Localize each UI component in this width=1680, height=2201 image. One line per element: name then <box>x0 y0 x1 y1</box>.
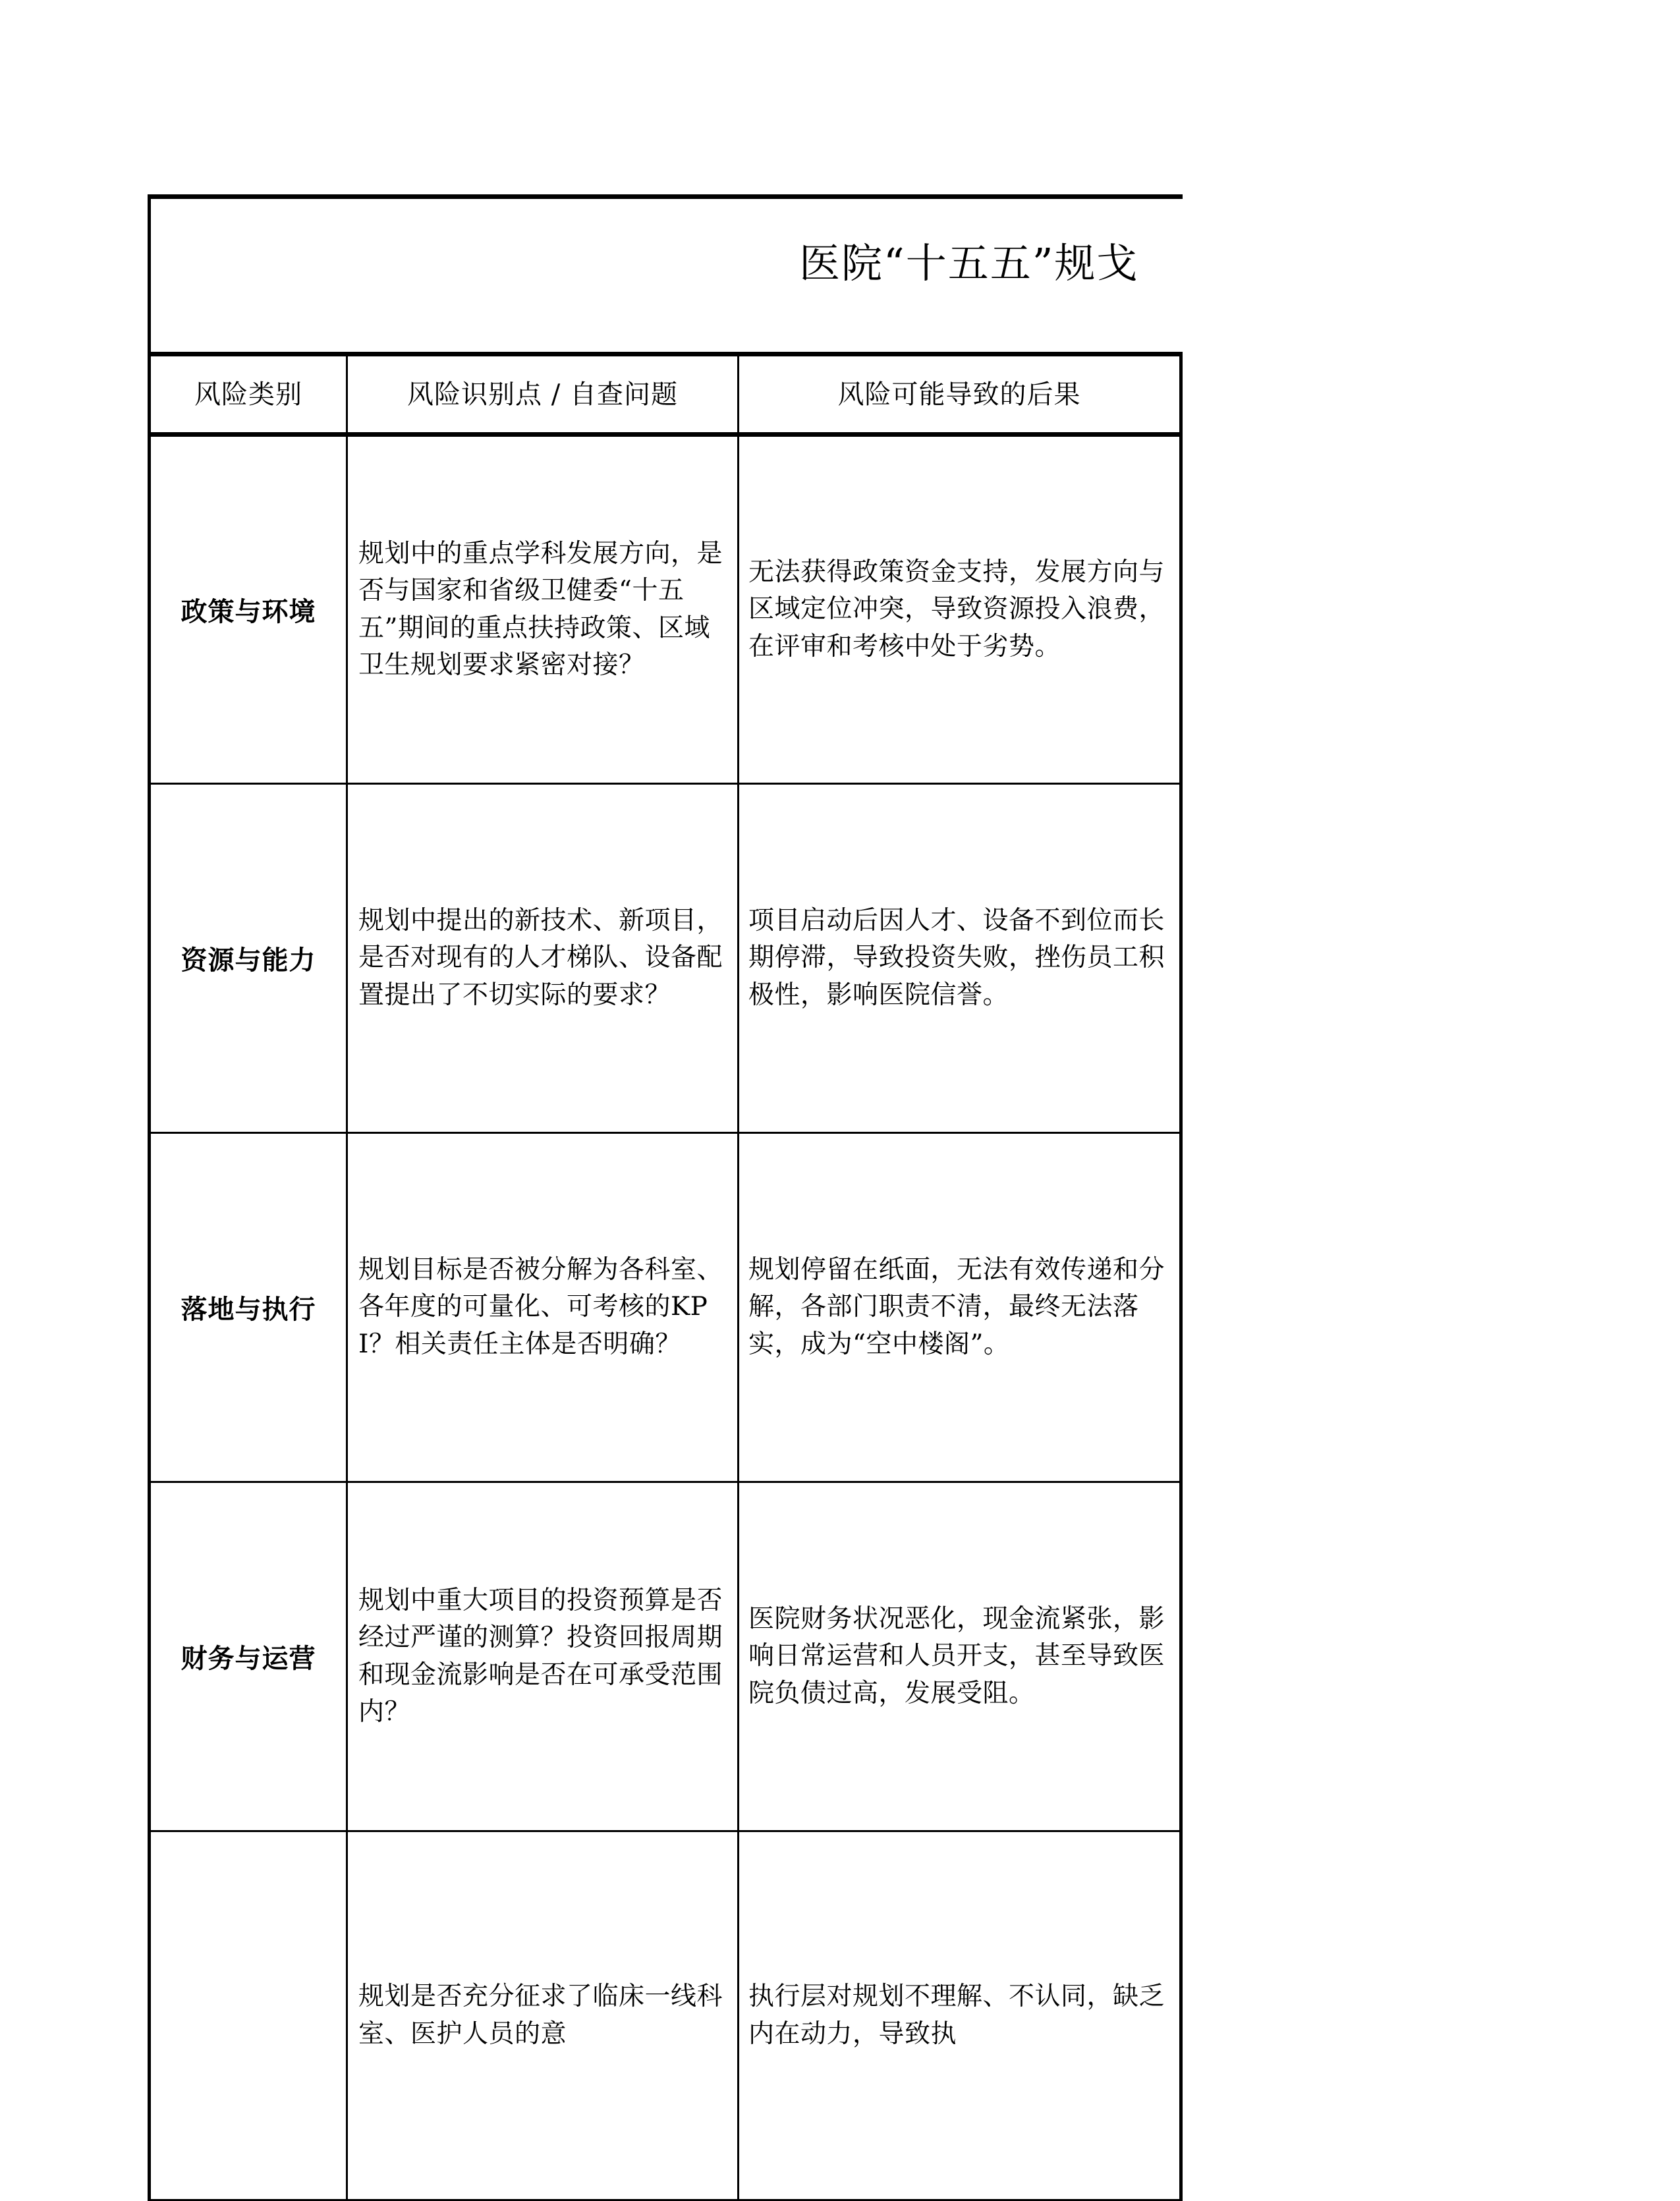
cell-category: 政策与环境 <box>150 435 347 784</box>
question-text: 规划中提出的新技术、新项目，是否对现有的人才梯队、设备配置提出了不切实际的要求？ <box>358 906 723 1010</box>
title-band <box>148 194 1183 352</box>
column-header-question: 风险识别点 / 自查问题 <box>347 354 739 435</box>
cell-consequence <box>739 1133 1181 1482</box>
column-header-category: 风险类别 <box>150 354 347 435</box>
cell-consequence <box>739 784 1181 1133</box>
table-row <box>150 1133 1181 1482</box>
cell-question <box>347 1482 739 1831</box>
page-title: 医院“十五五”规戈 <box>799 239 1139 287</box>
question-text: 规划中的重点学科发展方向，是否与国家和省级卫健委“十五五”期间的重点扶持政策、区域卫生规划要求紧密对接？ <box>358 539 723 680</box>
cell-consequence <box>739 1482 1181 1831</box>
question-text: 规划是否充分征求了临床一线科室、医护人员的意 <box>358 1982 723 2049</box>
consequence-text: 医院财务状况恶化，现金流紧张，影响日常运营和人员开支，甚至导致医院负债过高，发展受阻。 <box>748 1604 1165 1708</box>
cell-category <box>150 1831 347 2200</box>
table-row <box>150 784 1181 1133</box>
consequence-text: 执行层对规划不理解、不认同，缺乏内在动力，导致执 <box>748 1982 1165 2049</box>
cell-question <box>347 435 739 784</box>
column-header-consequence: 风险可能导致的后果 <box>739 354 1181 435</box>
cell-consequence <box>739 435 1181 784</box>
cell-category: 落地与执行 <box>150 1133 347 1482</box>
question-text: 规划中重大项目的投资预算是否经过严谨的测算？投资回报周期和现金流影响是否在可承受范围内？ <box>358 1586 723 1727</box>
consequence-text: 规划停留在纸面，无法有效传递和分解，各部门职责不清，最终无法落实，成为“空中楼阁”。 <box>748 1255 1165 1359</box>
cell-consequence <box>739 1831 1181 2200</box>
cell-category: 资源与能力 <box>150 784 347 1133</box>
table-row <box>150 1482 1181 1831</box>
risk-checklist-table <box>148 352 1183 2201</box>
question-text: 规划目标是否被分解为各科室、各年度的可量化、可考核的KPI？相关责任主体是否明确？ <box>358 1255 723 1359</box>
table-row <box>150 435 1181 784</box>
table-header <box>150 354 1181 435</box>
table-body <box>150 435 1181 2200</box>
cell-category: 财务与运营 <box>150 1482 347 1831</box>
header-row <box>150 354 1181 435</box>
cell-question <box>347 1831 739 2200</box>
cell-question <box>347 784 739 1133</box>
consequence-text: 项目启动后因人才、设备不到位而长期停滞，导致投资失败，挫伤员工积极性，影响医院信誉。 <box>748 906 1165 1010</box>
consequence-text: 无法获得政策资金支持，发展方向与区域定位冲突，导致资源投入浪费，在评审和考核中处于劣势。 <box>748 557 1165 661</box>
cell-question <box>347 1133 739 1482</box>
table-row <box>150 1831 1181 2200</box>
